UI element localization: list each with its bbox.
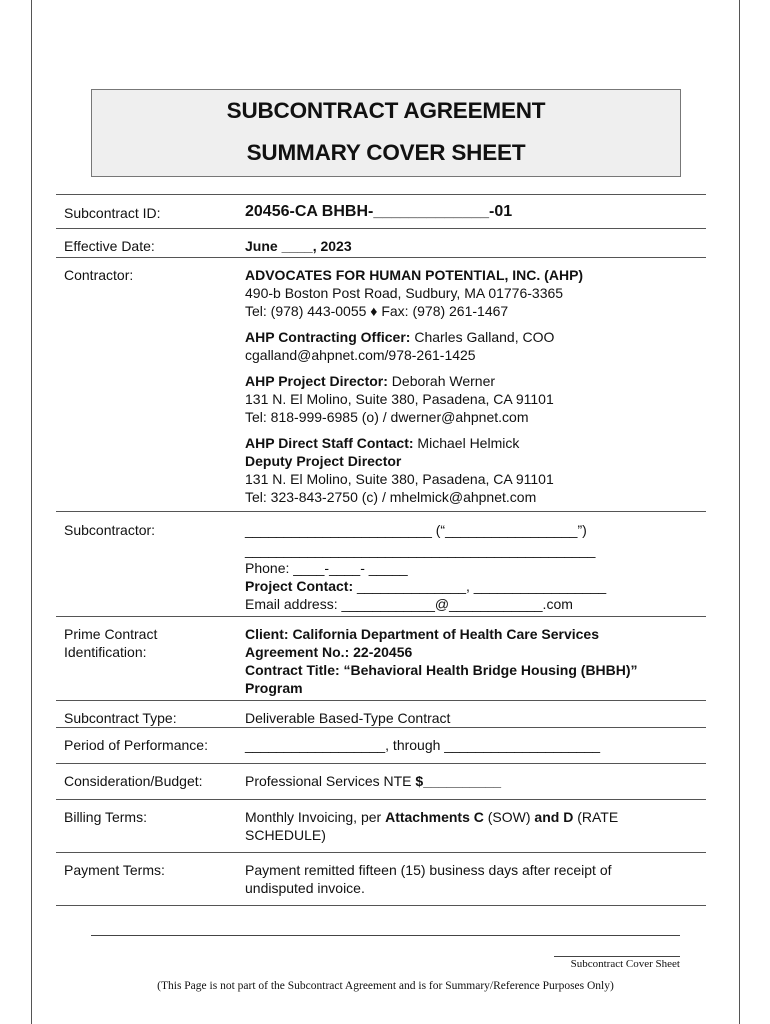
direct-staff-address: 131 N. El Molino, Suite 380, Pasadena, CA 91101 bbox=[245, 471, 554, 487]
label-prime-contract: Prime Contract Identification: bbox=[64, 626, 158, 660]
subcontractor-email: Email address: ____________@____________.com bbox=[245, 596, 573, 612]
row-payment-terms bbox=[56, 852, 706, 906]
direct-staff-contact: AHP Direct Staff Contact: Michael Helmick bbox=[245, 435, 520, 451]
contracting-officer: AHP Contracting Officer: Charles Galland, COO bbox=[245, 329, 555, 345]
row-billing-terms bbox=[56, 799, 706, 852]
subcontractor-phone: Phone: ____-____- _____ bbox=[245, 560, 408, 576]
project-director: AHP Project Director: Deborah Werner bbox=[245, 373, 496, 389]
label-payment-terms: Payment Terms: bbox=[64, 862, 165, 878]
title-box bbox=[91, 89, 681, 177]
row-effective-date bbox=[56, 228, 706, 257]
label-period-of-performance: Period of Performance: bbox=[64, 737, 208, 753]
label-subcontract-type: Subcontract Type: bbox=[64, 710, 177, 726]
footer-short-divider bbox=[554, 956, 680, 957]
row-subcontract-id bbox=[56, 194, 706, 228]
direct-staff-contact-info: Tel: 323-843-2750 (c) / mhelmick@ahpnet.com bbox=[245, 489, 537, 505]
footer-label: Subcontract Cover Sheet bbox=[570, 958, 680, 970]
label-subcontract-id: Subcontract ID: bbox=[64, 205, 161, 221]
value-subcontractor bbox=[245, 512, 706, 613]
contractor-name: ADVOCATES FOR HUMAN POTENTIAL, INC. (AHP) bbox=[245, 267, 584, 283]
footer-divider bbox=[91, 935, 680, 936]
subcontractor-name-blank: ________________________ (“_________________”) bbox=[245, 522, 587, 538]
label-subcontractor: Subcontractor: bbox=[64, 522, 156, 538]
document-page bbox=[31, 0, 740, 1024]
document-title: SUBCONTRACT AGREEMENT bbox=[226, 98, 546, 123]
value-period-of-performance: __________________, through ____________________ bbox=[245, 737, 601, 753]
document-subtitle: SUMMARY COVER SHEET bbox=[246, 140, 526, 165]
value-effective-date: June ____, 2023 bbox=[245, 238, 352, 254]
value-subcontract-type: Deliverable Based-Type Contract bbox=[245, 710, 451, 726]
value-payment-terms: Payment remitted fifteen (15) business days after receipt of undisputed invoice. bbox=[245, 862, 612, 896]
label-billing-terms: Billing Terms: bbox=[64, 809, 147, 825]
project-director-contact: Tel: 818-999-6985 (o) / dwerner@ahpnet.com bbox=[245, 409, 529, 425]
contracting-officer-contact: cgalland@ahpnet.com/978-261-1425 bbox=[245, 347, 476, 363]
label-effective-date: Effective Date: bbox=[64, 238, 155, 254]
value-prime-contract bbox=[245, 617, 706, 697]
value-subcontract-id: 20456-CA BHBH-_____________-01 bbox=[245, 203, 513, 220]
direct-staff-title: Deputy Project Director bbox=[245, 453, 402, 469]
project-director-address: 131 N. El Molino, Suite 380, Pasadena, CA 91101 bbox=[245, 391, 554, 407]
value-contractor bbox=[245, 258, 706, 506]
prime-contract-title: Contract Title: “Behavioral Health Bridge Housing (BHBH)” bbox=[245, 662, 638, 678]
footer-note: (This Page is not part of the Subcontract Agreement and is for Summary/Reference Purposes Only) bbox=[157, 980, 614, 992]
contractor-phone-fax: Tel: (978) 443-0055 ♦ Fax: (978) 261-1467 bbox=[245, 303, 509, 319]
label-consideration: Consideration/Budget: bbox=[64, 773, 203, 789]
value-billing-terms: Monthly Invoicing, per Attachments C (SOW) and D (RATE SCHEDULE) bbox=[245, 809, 619, 843]
contractor-address: 490-b Boston Post Road, Sudbury, MA 01776-3365 bbox=[245, 285, 564, 301]
prime-contract-title-cont: Program bbox=[245, 680, 303, 696]
summary-table bbox=[56, 194, 706, 906]
row-subcontractor bbox=[56, 511, 706, 616]
row-period-of-performance bbox=[56, 727, 706, 763]
label-contractor: Contractor: bbox=[64, 267, 134, 283]
row-prime-contract bbox=[56, 616, 706, 700]
row-subcontract-type bbox=[56, 700, 706, 727]
prime-client: Client: California Department of Health Care Services bbox=[245, 626, 599, 642]
row-contractor bbox=[56, 257, 706, 511]
subcontractor-address-blank: _____________________________________________ bbox=[245, 542, 596, 558]
row-consideration bbox=[56, 763, 706, 799]
prime-agreement-number: Agreement No.: 22-20456 bbox=[245, 644, 413, 660]
value-consideration: Professional Services NTE $__________ bbox=[245, 773, 502, 789]
subcontractor-project-contact: Project Contact: ______________, _________________ bbox=[245, 578, 607, 594]
